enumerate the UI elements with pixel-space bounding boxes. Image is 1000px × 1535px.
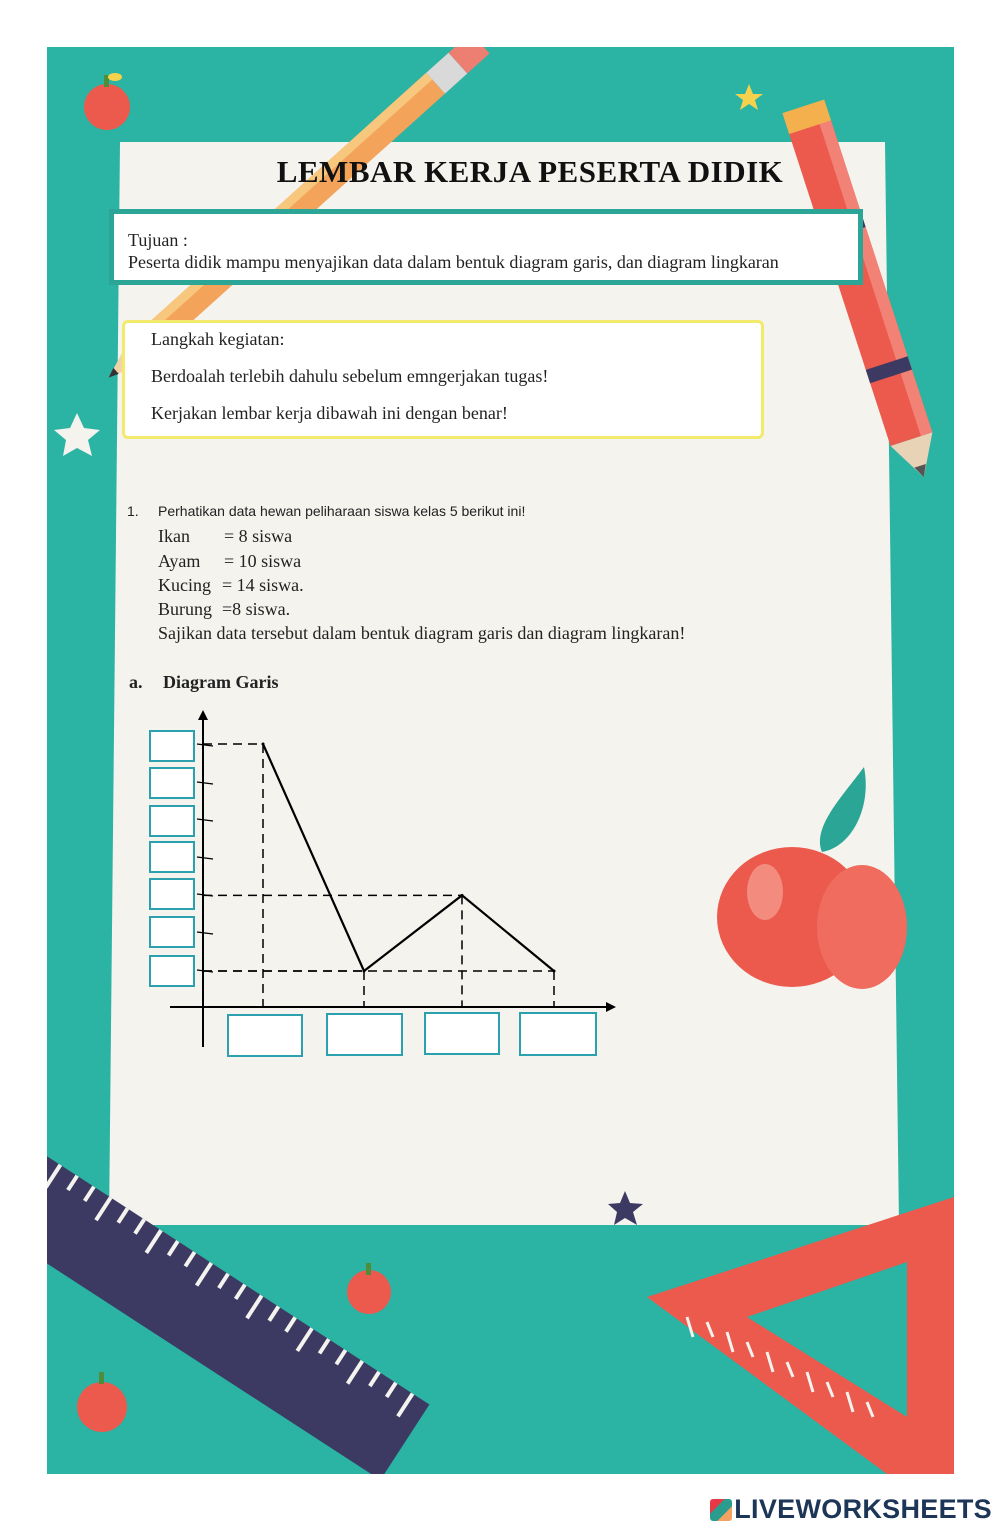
data-name-item: Ikan	[158, 526, 190, 546]
question-intro: Perhatikan data hewan peliharaan siswa kelas 5 berikut ini!	[158, 503, 526, 519]
y-axis-answer-box[interactable]	[149, 878, 195, 910]
data-value-item: = 10 siswa	[224, 551, 302, 571]
y-axis-answer-box[interactable]	[149, 805, 195, 837]
x-axis-answer-box[interactable]	[227, 1014, 303, 1057]
y-tick	[197, 857, 213, 859]
section-title: Diagram Garis	[163, 672, 279, 692]
x-axis-arrow	[606, 1002, 616, 1012]
data-point	[553, 970, 556, 973]
goal-label: Tujuan :	[128, 230, 188, 250]
y-axis-arrow	[198, 710, 208, 720]
data-value-item: = 14 siswa.	[222, 575, 304, 595]
data-value-item: = 8 siswa	[224, 526, 293, 546]
chart-ticks	[197, 744, 213, 972]
star-icon	[54, 413, 100, 456]
chart-guides	[203, 744, 554, 1007]
steps-heading: Langkah kegiatan:	[151, 329, 285, 349]
liveworksheets-logo	[710, 1494, 992, 1525]
data-name-item: Burung	[158, 599, 212, 619]
y-tick	[197, 932, 213, 934]
y-axis-answer-box[interactable]	[149, 955, 195, 987]
step-item: Kerjakan lembar kerja dibawah ini dengan benar!	[151, 403, 508, 423]
data-line	[263, 744, 554, 971]
x-axis-answer-box[interactable]	[424, 1012, 500, 1055]
x-axis-answer-box[interactable]	[519, 1012, 597, 1056]
y-tick	[197, 819, 213, 821]
question-number: 1.	[127, 503, 139, 519]
chart-series	[262, 743, 556, 973]
goal-box	[109, 209, 863, 285]
data-point	[262, 743, 265, 746]
section-letter: a.	[129, 672, 143, 692]
liveworksheets-logo-icon	[710, 1499, 732, 1521]
data-name-item: Ayam	[158, 551, 201, 571]
y-tick	[197, 782, 213, 784]
y-axis-answer-box[interactable]	[149, 841, 195, 873]
data-point	[461, 894, 464, 897]
data-name-item: Kucing	[158, 575, 211, 595]
x-axis-answer-box[interactable]	[326, 1013, 403, 1056]
y-axis-answer-box[interactable]	[149, 767, 195, 799]
data-point	[363, 970, 366, 973]
chart-axes	[170, 710, 616, 1047]
step-item: Berdoalah terlebih dahulu sebelum emngerjakan tugas!	[151, 366, 549, 386]
apple-small-icon	[84, 73, 130, 130]
steps-box	[122, 320, 764, 439]
y-axis-answer-box[interactable]	[149, 730, 195, 762]
star-icon	[735, 84, 763, 110]
question-instruction: Sajikan data tersebut dalam bentuk diagram garis dan diagram lingkaran!	[158, 623, 686, 643]
data-value-item: =8 siswa.	[222, 599, 291, 619]
page-title: LEMBAR KERJA PESERTA DIDIK	[276, 154, 784, 189]
goal-text: Peserta didik mampu menyajikan data dalam bentuk diagram garis, dan diagram lingkaran	[128, 252, 779, 272]
brand-text: LIVEWORKSHEETS	[734, 1494, 992, 1524]
y-axis-answer-box[interactable]	[149, 916, 195, 948]
